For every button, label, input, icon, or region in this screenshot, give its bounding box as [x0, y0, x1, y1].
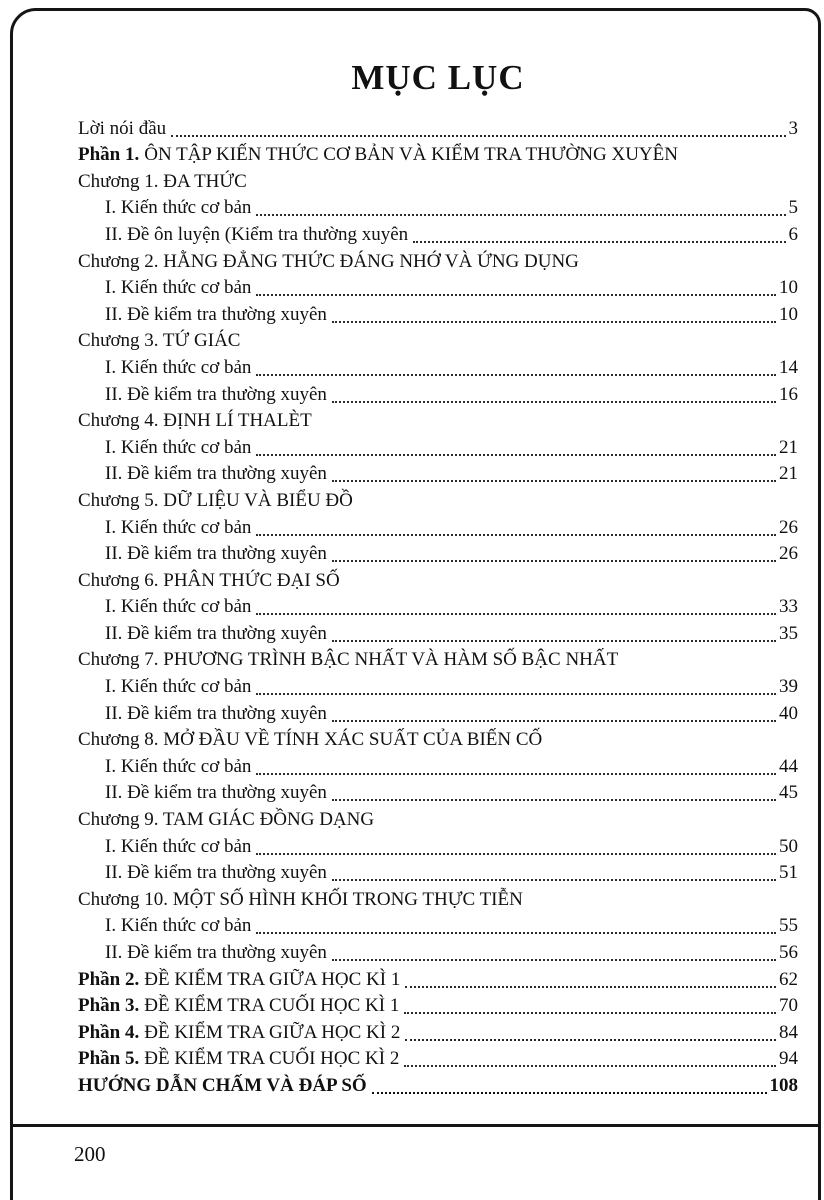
- toc-entry: [78, 619, 798, 646]
- toc-entry-page: 55: [779, 915, 798, 937]
- toc-entry-page: 3: [788, 117, 798, 139]
- toc-entry-label: Chương 1. ĐA THỨC: [78, 170, 247, 192]
- toc-entry-page: 44: [779, 755, 798, 777]
- toc-entry: [78, 1018, 798, 1045]
- toc-entry-label: II. Đề kiểm tra thường xuyên: [105, 862, 327, 884]
- toc-entry-label: I. Kiến thức cơ bản: [105, 277, 252, 299]
- toc-entry-page: 56: [779, 942, 798, 963]
- toc-entry-label: I. Kiến thức cơ bản: [105, 356, 252, 378]
- toc-entry-page: 10: [779, 277, 798, 299]
- toc-entry-label: Chương 10. MỘT SỐ HÌNH KHỐI TRONG THỰC TIỄN: [78, 888, 523, 910]
- dot-leader: [256, 214, 785, 216]
- toc-entry: [78, 965, 798, 992]
- toc-entry: [78, 486, 798, 513]
- toc-entry: [78, 885, 798, 912]
- toc-entry-page: 6: [788, 223, 798, 245]
- toc-entry: [78, 1071, 798, 1098]
- dot-leader: [256, 613, 776, 615]
- toc-entry-page: 50: [779, 835, 798, 857]
- toc-entry: [78, 141, 798, 168]
- toc-entry-label: II. Đề kiểm tra thường xuyên: [105, 622, 327, 644]
- toc-entry-label: HƯỚNG DẪN CHẤM VÀ ĐÁP SỐ: [78, 1074, 367, 1096]
- toc-entry-label: ĐỀ KIỂM TRA CUỐI HỌC KÌ 2: [144, 1048, 400, 1070]
- toc-entry-label: I. Kiến thức cơ bản: [105, 197, 252, 219]
- dot-leader: [332, 480, 776, 482]
- footer-page-number: 200: [74, 1142, 106, 1166]
- table-of-contents: [78, 58, 798, 1098]
- toc-entry-page: 21: [779, 436, 798, 458]
- toc-entry: [78, 114, 798, 141]
- toc-list: [78, 114, 798, 1098]
- dot-leader: [332, 799, 776, 801]
- toc-entry-label: I. Kiến thức cơ bản: [105, 676, 252, 698]
- toc-entry: [78, 513, 798, 540]
- toc-entry-label: II. Đề kiểm tra thường xuyên: [105, 782, 327, 804]
- toc-entry-page: 35: [779, 622, 798, 644]
- dot-leader: [332, 879, 776, 881]
- toc-entry: [78, 912, 798, 939]
- footer-divider: [13, 1124, 818, 1127]
- toc-entry: [78, 1045, 798, 1072]
- toc-entry: [78, 779, 798, 806]
- toc-entry-label: II. Đề kiểm tra thường xuyên: [105, 463, 327, 485]
- toc-entry-label: II. Đề kiểm tra thường xuyên: [105, 702, 327, 724]
- toc-entry-prefix: Phần 2.: [78, 968, 140, 990]
- toc-entry: [78, 220, 798, 247]
- toc-entry: [78, 300, 798, 327]
- toc-entry: [78, 566, 798, 593]
- toc-entry: [78, 194, 798, 221]
- toc-entry-page: 26: [779, 516, 798, 538]
- toc-entry: [78, 353, 798, 380]
- dot-leader: [405, 1039, 776, 1041]
- toc-entry-label: Chương 9. TAM GIÁC ĐỒNG DẠNG: [78, 809, 375, 831]
- dot-leader: [332, 720, 776, 722]
- dot-leader: [332, 321, 776, 323]
- toc-entry-label: ĐỀ KIỂM TRA GIỮA HỌC KÌ 2: [144, 1021, 401, 1043]
- dot-leader: [256, 773, 776, 775]
- toc-entry-label: Chương 8. MỞ ĐẦU VỀ TÍNH XÁC SUẤT CỦA BIẾN CỐ: [78, 729, 543, 751]
- dot-leader: [256, 693, 776, 695]
- toc-entry: [78, 327, 798, 354]
- toc-entry-page: 70: [779, 995, 798, 1017]
- toc-entry-prefix: Phần 5.: [78, 1048, 140, 1070]
- dot-leader: [405, 986, 776, 988]
- toc-entry-prefix: Phần 4.: [78, 1021, 140, 1043]
- dot-leader: [171, 135, 785, 137]
- toc-entry: [78, 433, 798, 460]
- dot-leader: [256, 534, 776, 536]
- toc-entry: [78, 540, 798, 567]
- dot-leader: [332, 959, 776, 961]
- dot-leader: [256, 294, 776, 296]
- toc-entry: [78, 699, 798, 726]
- toc-entry: [78, 938, 798, 965]
- toc-entry: [78, 407, 798, 434]
- toc-entry-label: ĐỀ KIỂM TRA CUỐI HỌC KÌ 1: [144, 995, 400, 1017]
- toc-entry-page: 5: [788, 197, 798, 219]
- dot-leader: [256, 454, 776, 456]
- toc-entry-label: Chương 3. TỨ GIÁC: [78, 330, 241, 352]
- toc-entry-label: II. Đề kiểm tra thường xuyên: [105, 303, 327, 325]
- toc-entry-page: 10: [779, 303, 798, 325]
- dot-leader: [404, 1065, 776, 1067]
- page-title: MỤC LỤC: [351, 58, 525, 97]
- toc-entry-label: I. Kiến thức cơ bản: [105, 436, 252, 458]
- toc-entry-label: ÔN TẬP KIẾN THỨC CƠ BẢN VÀ KIỂM TRA THƯỜNG XUYÊN: [144, 144, 678, 166]
- toc-entry-label: II. Đề kiểm tra thường xuyên: [105, 543, 327, 565]
- toc-entry-page: 108: [769, 1074, 798, 1096]
- toc-entry: [78, 646, 798, 673]
- toc-entry: [78, 274, 798, 301]
- toc-entry-label: Chương 2. HẰNG ĐẲNG THỨC ĐÁNG NHỚ VÀ ỨNG DỤNG: [78, 250, 579, 272]
- toc-entry: [78, 752, 798, 779]
- toc-entry-label: Lời nói đầu: [78, 117, 167, 139]
- toc-entry-label: I. Kiến thức cơ bản: [105, 835, 252, 857]
- toc-entry: [78, 460, 798, 487]
- toc-entry: [78, 380, 798, 407]
- toc-entry-prefix: Phần 1.: [78, 144, 140, 166]
- dot-leader: [372, 1092, 767, 1094]
- toc-entry-page: 94: [779, 1048, 798, 1070]
- toc-entry-prefix: Phần 3.: [78, 995, 140, 1017]
- toc-entry-label: Chương 7. PHƯƠNG TRÌNH BẬC NHẤT VÀ HÀM SỐ BẬC NHẤT: [78, 649, 619, 671]
- toc-entry: [78, 859, 798, 886]
- toc-entry-page: 21: [779, 463, 798, 485]
- toc-entry: [78, 992, 798, 1019]
- dot-leader: [332, 560, 776, 562]
- toc-entry-label: I. Kiến thức cơ bản: [105, 596, 252, 618]
- toc-entry: [78, 167, 798, 194]
- toc-entry-page: 16: [779, 383, 798, 405]
- dot-leader: [413, 241, 785, 243]
- toc-entry-label: II. Đề ôn luyện (Kiểm tra thường xuyên: [105, 223, 409, 245]
- toc-entry-label: Chương 4. ĐỊNH LÍ THALÈT: [78, 410, 312, 432]
- toc-entry-page: 33: [779, 596, 798, 618]
- toc-entry-page: 45: [779, 782, 798, 804]
- toc-entry: [78, 672, 798, 699]
- dot-leader: [256, 932, 776, 934]
- toc-entry-page: 84: [779, 1021, 798, 1043]
- toc-entry-label: I. Kiến thức cơ bản: [105, 755, 252, 777]
- toc-entry-label: Chương 6. PHÂN THỨC ĐẠI SỐ: [78, 569, 340, 591]
- dot-leader: [256, 374, 776, 376]
- dot-leader: [256, 853, 776, 855]
- toc-entry-page: 14: [779, 356, 798, 378]
- toc-entry: [78, 247, 798, 274]
- toc-entry-page: 26: [779, 543, 798, 565]
- toc-entry: [78, 726, 798, 753]
- toc-entry-page: 39: [779, 676, 798, 698]
- toc-entry-page: 40: [779, 702, 798, 724]
- toc-entry: [78, 832, 798, 859]
- toc-entry-page: 51: [779, 862, 798, 884]
- toc-entry-label: Chương 5. DỮ LIỆU VÀ BIỂU ĐỒ: [78, 489, 353, 511]
- toc-entry: [78, 593, 798, 620]
- toc-entry-label: ĐỀ KIỂM TRA GIỮA HỌC KÌ 1: [144, 968, 401, 990]
- dot-leader: [332, 640, 776, 642]
- dot-leader: [332, 401, 776, 403]
- dot-leader: [404, 1012, 776, 1014]
- toc-entry-label: I. Kiến thức cơ bản: [105, 915, 252, 937]
- toc-entry-label: II. Đề kiểm tra thường xuyên: [105, 383, 327, 405]
- toc-entry-page: 62: [779, 968, 798, 990]
- toc-entry-label: II. Đề kiểm tra thường xuyên: [105, 942, 327, 963]
- toc-entry-label: I. Kiến thức cơ bản: [105, 516, 252, 538]
- toc-entry: [78, 805, 798, 832]
